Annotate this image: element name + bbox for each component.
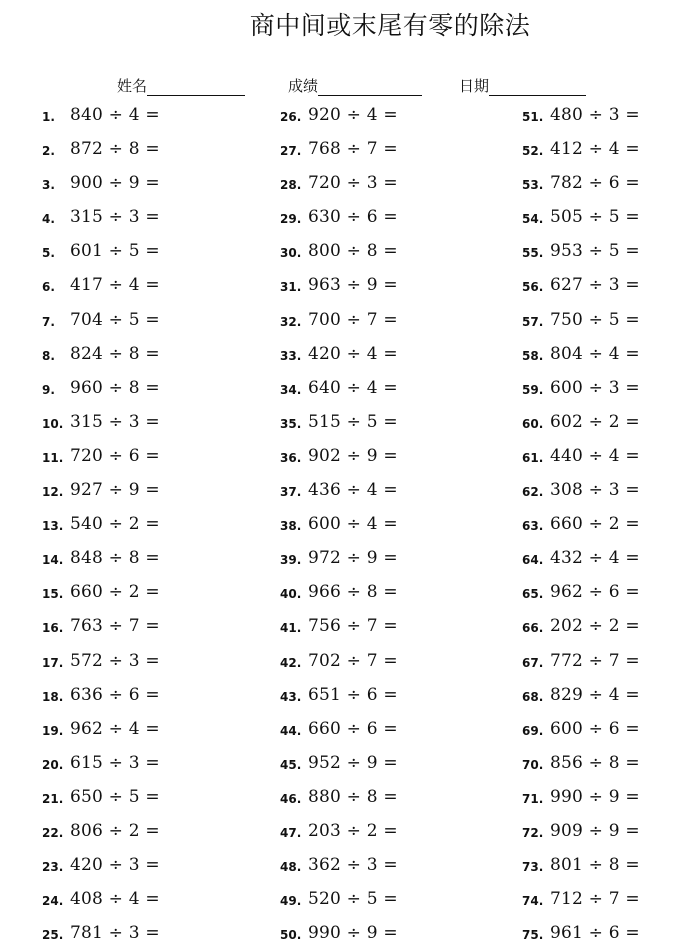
problem-number: 20. [42, 757, 64, 772]
problem-number: 43. [280, 689, 302, 704]
problem-expression: 720 ÷ 3 = [308, 173, 398, 194]
problem-expression: 952 ÷ 9 = [308, 752, 398, 773]
problem-expression: 362 ÷ 3 = [308, 855, 398, 876]
name-blank-line[interactable] [147, 79, 245, 96]
problem-number: 38. [280, 519, 302, 534]
page-title: 商中间或末尾有零的除法 [249, 11, 531, 40]
problem-expression: 720 ÷ 6 = [70, 445, 160, 466]
problem-expression: 900 ÷ 9 = [70, 173, 160, 194]
problem-number: 30. [280, 246, 302, 261]
problem-number: 14. [42, 553, 64, 568]
problem-expression: 520 ÷ 5 = [308, 889, 398, 910]
problem-expression: 704 ÷ 5 = [70, 309, 160, 330]
problem-number: 17. [42, 655, 64, 670]
problem-expression: 432 ÷ 4 = [550, 548, 640, 569]
problem-number: 63. [522, 519, 544, 534]
score-label: 成绩 [288, 77, 319, 95]
problem-number: 45. [280, 757, 302, 772]
name-label: 姓名 [117, 77, 148, 95]
problem-expression: 600 ÷ 3 = [550, 377, 640, 398]
problem-number: 27. [280, 144, 302, 159]
problem-expression: 856 ÷ 8 = [550, 752, 640, 773]
problem-expression: 927 ÷ 9 = [70, 480, 160, 501]
problem-expression: 436 ÷ 4 = [308, 480, 398, 501]
problem-expression: 660 ÷ 6 = [308, 718, 398, 739]
problem-expression: 702 ÷ 7 = [308, 650, 398, 671]
problem-number: 33. [280, 348, 302, 363]
problem-number: 75. [522, 928, 544, 943]
problem-number: 57. [522, 314, 544, 329]
problem-expression: 768 ÷ 7 = [308, 139, 398, 160]
problem-expression: 782 ÷ 6 = [550, 173, 640, 194]
problem-expression: 962 ÷ 6 = [550, 582, 640, 603]
problem-number: 21. [42, 791, 64, 806]
problem-number: 39. [280, 553, 302, 568]
problem-number: 52. [522, 144, 544, 159]
problem-number: 35. [280, 416, 302, 431]
problem-expression: 990 ÷ 9 = [550, 786, 640, 807]
problem-expression: 962 ÷ 4 = [70, 718, 160, 739]
problem-expression: 515 ÷ 5 = [308, 411, 398, 432]
problem-number: 4. [42, 212, 55, 227]
score-field[interactable] [288, 75, 422, 96]
problem-number: 5. [42, 246, 55, 261]
problem-number: 7. [42, 314, 55, 329]
problem-expression: 824 ÷ 8 = [70, 343, 160, 364]
problem-number: 71. [522, 791, 544, 806]
date-field[interactable] [459, 75, 586, 96]
problem-number: 41. [280, 621, 302, 636]
problem-number: 74. [522, 894, 544, 909]
problem-expression: 308 ÷ 3 = [550, 480, 640, 501]
problem-expression: 800 ÷ 8 = [308, 241, 398, 262]
problem-number: 58. [522, 348, 544, 363]
score-blank-line[interactable] [318, 79, 422, 96]
problem-expression: 636 ÷ 6 = [70, 684, 160, 705]
problem-number: 55. [522, 246, 544, 261]
problem-number: 62. [522, 485, 544, 500]
problem-number: 13. [42, 519, 64, 534]
problem-number: 42. [280, 655, 302, 670]
problem-number: 56. [522, 280, 544, 295]
problem-expression: 420 ÷ 3 = [70, 855, 160, 876]
problem-expression: 640 ÷ 4 = [308, 377, 398, 398]
problem-number: 2. [42, 144, 55, 159]
problem-number: 11. [42, 450, 64, 465]
problem-number: 60. [522, 416, 544, 431]
problem-expression: 540 ÷ 2 = [70, 514, 160, 535]
problem-expression: 801 ÷ 8 = [550, 855, 640, 876]
problem-number: 16. [42, 621, 64, 636]
problem-expression: 902 ÷ 9 = [308, 445, 398, 466]
problem-expression: 781 ÷ 3 = [70, 923, 160, 944]
date-label: 日期 [459, 77, 490, 95]
problem-number: 49. [280, 894, 302, 909]
problem-number: 73. [522, 860, 544, 875]
problem-number: 10. [42, 416, 64, 431]
problem-expression: 880 ÷ 8 = [308, 786, 398, 807]
problem-expression: 203 ÷ 2 = [308, 820, 398, 841]
problem-expression: 763 ÷ 7 = [70, 616, 160, 637]
problem-number: 48. [280, 860, 302, 875]
problem-number: 54. [522, 212, 544, 227]
problem-expression: 660 ÷ 2 = [70, 582, 160, 603]
problem-expression: 772 ÷ 7 = [550, 650, 640, 671]
problem-expression: 990 ÷ 9 = [308, 923, 398, 944]
problem-expression: 972 ÷ 9 = [308, 548, 398, 569]
problem-number: 22. [42, 825, 64, 840]
problem-expression: 700 ÷ 7 = [308, 309, 398, 330]
problem-expression: 630 ÷ 6 = [308, 207, 398, 228]
problem-number: 68. [522, 689, 544, 704]
problem-number: 32. [280, 314, 302, 329]
problem-expression: 872 ÷ 8 = [70, 139, 160, 160]
problem-number: 61. [522, 450, 544, 465]
problem-number: 24. [42, 894, 64, 909]
problem-number: 34. [280, 382, 302, 397]
problem-number: 23. [42, 860, 64, 875]
problem-expression: 601 ÷ 5 = [70, 241, 160, 262]
problem-expression: 615 ÷ 3 = [70, 752, 160, 773]
problem-number: 9. [42, 382, 55, 397]
problem-number: 3. [42, 178, 55, 193]
problem-number: 64. [522, 553, 544, 568]
problem-expression: 315 ÷ 3 = [70, 207, 160, 228]
problem-number: 59. [522, 382, 544, 397]
problem-number: 72. [522, 825, 544, 840]
problem-expression: 505 ÷ 5 = [550, 207, 640, 228]
problem-number: 8. [42, 348, 55, 363]
problem-expression: 600 ÷ 6 = [550, 718, 640, 739]
problem-number: 44. [280, 723, 302, 738]
problem-expression: 750 ÷ 5 = [550, 309, 640, 330]
problem-expression: 806 ÷ 2 = [70, 820, 160, 841]
problem-number: 46. [280, 791, 302, 806]
problem-number: 70. [522, 757, 544, 772]
problem-number: 69. [522, 723, 544, 738]
problem-number: 28. [280, 178, 302, 193]
problem-expression: 572 ÷ 3 = [70, 650, 160, 671]
problem-expression: 848 ÷ 8 = [70, 548, 160, 569]
problem-expression: 602 ÷ 2 = [550, 411, 640, 432]
date-blank-line[interactable] [489, 79, 586, 96]
problem-number: 67. [522, 655, 544, 670]
problem-number: 31. [280, 280, 302, 295]
problem-expression: 412 ÷ 4 = [550, 139, 640, 160]
problem-expression: 202 ÷ 2 = [550, 616, 640, 637]
problem-expression: 960 ÷ 8 = [70, 377, 160, 398]
problem-number: 66. [522, 621, 544, 636]
problem-number: 50. [280, 928, 302, 943]
problem-number: 53. [522, 178, 544, 193]
problem-number: 12. [42, 485, 64, 500]
problem-number: 37. [280, 485, 302, 500]
problem-expression: 627 ÷ 3 = [550, 275, 640, 296]
problem-number: 47. [280, 825, 302, 840]
problem-expression: 660 ÷ 2 = [550, 514, 640, 535]
problem-expression: 650 ÷ 5 = [70, 786, 160, 807]
problem-number: 29. [280, 212, 302, 227]
problem-expression: 440 ÷ 4 = [550, 445, 640, 466]
problem-expression: 920 ÷ 4 = [308, 105, 398, 125]
problem-expression: 315 ÷ 3 = [70, 411, 160, 432]
problem-number: 1. [42, 110, 55, 124]
problem-expression: 840 ÷ 4 = [70, 105, 160, 125]
problem-number: 19. [42, 723, 64, 738]
problem-expression: 963 ÷ 9 = [308, 275, 398, 296]
problem-number: 40. [280, 587, 302, 602]
problem-expression: 804 ÷ 4 = [550, 343, 640, 364]
problem-number: 51. [522, 110, 544, 124]
problem-expression: 417 ÷ 4 = [70, 275, 160, 296]
problem-number: 36. [280, 450, 302, 465]
problem-expression: 712 ÷ 7 = [550, 889, 640, 910]
problem-number: 65. [522, 587, 544, 602]
problem-expression: 408 ÷ 4 = [70, 889, 160, 910]
problem-number: 6. [42, 280, 55, 295]
problem-expression: 651 ÷ 6 = [308, 684, 398, 705]
problem-number: 25. [42, 928, 64, 943]
problem-expression: 420 ÷ 4 = [308, 343, 398, 364]
problem-expression: 756 ÷ 7 = [308, 616, 398, 637]
problem-expression: 966 ÷ 8 = [308, 582, 398, 603]
name-field[interactable] [117, 75, 245, 96]
problem-number: 15. [42, 587, 64, 602]
problem-expression: 480 ÷ 3 = [550, 105, 640, 125]
problem-number: 18. [42, 689, 64, 704]
problem-expression: 909 ÷ 9 = [550, 820, 640, 841]
problem-expression: 829 ÷ 4 = [550, 684, 640, 705]
problem-number: 26. [280, 110, 302, 124]
problem-expression: 600 ÷ 4 = [308, 514, 398, 535]
problem-expression: 961 ÷ 6 = [550, 923, 640, 944]
problem-expression: 953 ÷ 5 = [550, 241, 640, 262]
